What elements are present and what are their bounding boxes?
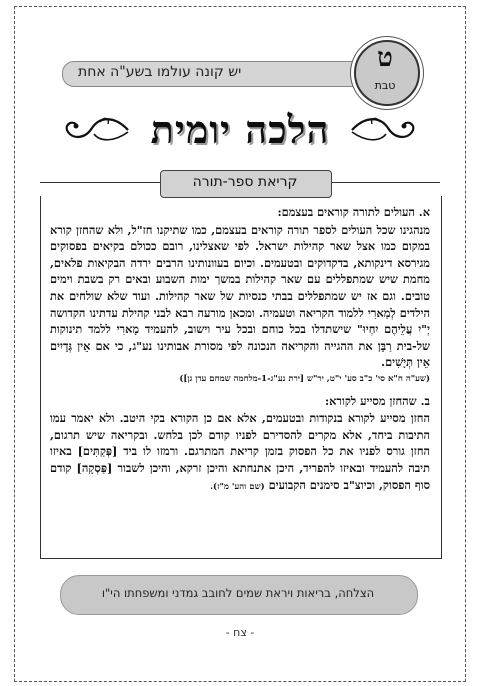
dedication-text: הצלחה, בריאות ויראת שמים לחובב גמדני ומשפחתו הי"ו: [101, 586, 375, 600]
para-b-source: (שם והע' מ"ז).: [210, 481, 265, 492]
page-border-top: [14, 6, 466, 7]
para-a-source: (שע"ה ח"א סי' כ"ב סע' י"ט, יר"ש [ירת נע"ג-1-מלחמה שמחם עדן גן]): [179, 373, 430, 384]
banner-rule-right: [330, 182, 440, 183]
para-b-heading: ב. שהחזן מסייע לקורא:: [324, 393, 430, 408]
section-title: קריאת ספר-תורה: [192, 174, 298, 190]
content-text: [50, 204, 430, 495]
page-number: - צח -: [225, 626, 255, 639]
page-border-right: [465, 6, 466, 682]
banner-rule-left: [40, 182, 160, 183]
date-badge-month: טבת: [374, 79, 396, 92]
header-tagline: יש קונה עולמו בשע"ה אחת: [78, 64, 242, 80]
page-title: הלכה יומית: [150, 107, 330, 152]
para-b-body: החזן מסייע לקורא בנקודות ובטעמים, אלא אם כן הקורא בקי היטב. ולא יאמר עמו התיבות ביחד, אלא מקרים להסדירם לפניו קודם לכן בלחש. ובקריאה שיש תרגום, החזן גורס לפניו את כל הפסוק בזמן קריאת המתרגם. ורמזו לו ביד [פְּקַתִּים] באיזו תיבה להעמיד ובאיזו להפריד, היכן אתנחתא והיכן זרקא, והיכן לשבור [פַּסְקָה] קודם סוף הפסוק, וכיוצ"ב סימנים הקבועים: [50, 411, 430, 492]
right-flourish-icon: [350, 112, 420, 148]
date-badge-day: ט: [377, 43, 393, 73]
para-a-heading: א. העולים לתורה קוראים בעצמם:: [277, 205, 430, 219]
page-border-bottom: [14, 681, 466, 682]
para-a-body: מנהגינו שכל העולים לספר תורה קוראים בעצמם, כמו שתיקנו חז"ל, ולא שהחזן קורא במקום כמו אצל שאר קהילות ישראל. לפי שאצלינו, רובם ככולם בקיאים בפסוקים מגירסא דינקותא, בדקדוקים ובטעמים. וכיום בעוונותינו הרבים ירדה הבקיאות פלאים, מחמת שיש שמתפללים עם שאר קהילות במשך ימות השבוע ובאים רק בשבת וימים טובים. וגם אז יש שמתפללים בבתי כנסיות של שאר קהילות. ועוד שלא שולחים את הילדים לְמַארִי ללמוד הקריאה וטעמיה. ומכאן מורעה רבא לבני קהילת עדתינו הקדושה יְ"יִ עֲלֵיהֶם יִחְיוּ" שישתדלו בכל כוחם ובכל עיר וישוב, להעמיד מָארִי ללמד תינוקות של-בית רַבָּן את ההגייה והקריאה הנכונה לפי מסורת אבותינו נע"ג, כי אם אֵין גְּדָיִים אֵין תְּיָשִׁים.: [50, 222, 430, 370]
page-border-left: [14, 6, 15, 682]
